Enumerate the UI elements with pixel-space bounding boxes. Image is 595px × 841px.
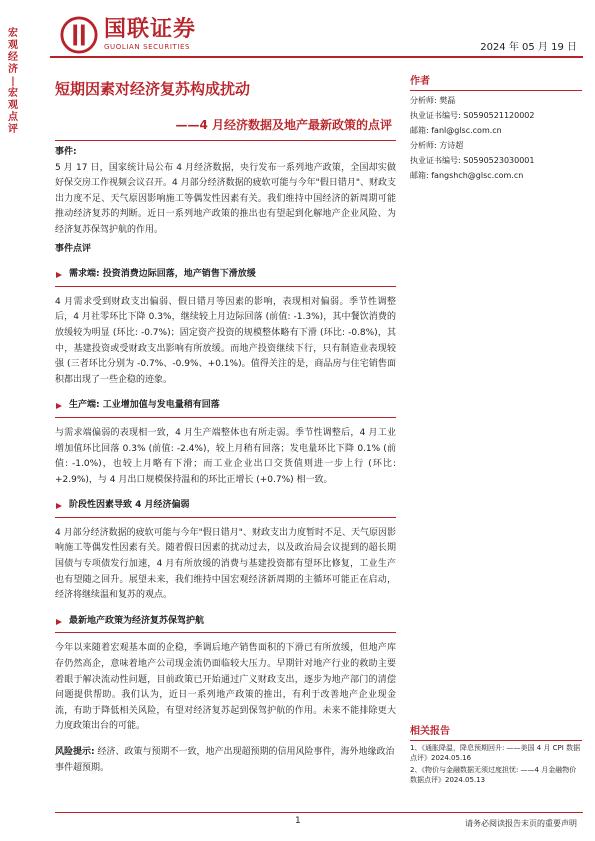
section-text: 4 月需求受到财政支出偏弱、假日错月等因素的影响，表现相对偏弱。季节性调整后，4 月社零环比下降 0.3%，继续较上月边际回落 (前值: -1.3%)，其中餐饮消费的放缓较为明显 (环比: -0.7%)；固定资产投资的规模整体略有下滑 (环比: -0.8%)，其中，基建投资或受财政支出影响有所放缓。而地产投资继续下行，只有制造业表现较强 (三者环比分别为 -0.7%、-0.9%、+0.1%)。值得关注的是，商品房与住宅销售面积都出现了一些企稳的迹象。: [55, 296, 396, 385]
review-label: 事件点评: [55, 243, 92, 254]
section-text: 与需求端偏弱的表现相一致，4 月生产端整体也有所走弱。季节性调整后，4 月工业增加值环比回落 0.3% (前值: -2.4%)，较上月稍有回落；发电量环比下降 0.1% (前值: -1.0%)，也较上月略有下滑；而工业企业出口交货值则进一步上行 (环比: +2.9%)，与 4 月出口规模保持温和的环比正增长 (+0.7%) 相一致。: [55, 427, 396, 485]
section-heading: [55, 498, 396, 514]
author-info: 分析师: 樊磊: [410, 96, 456, 105]
side-tab-char: 宏: [8, 28, 18, 39]
risk-label: 风险提示:: [55, 747, 95, 757]
logo-name-en: GUOLIAN SECURITIES: [104, 43, 191, 51]
related-report-item[interactable]: 1、《通胀降温，降息预期回升: ——美国 4 月 CPI 数据点评》2024.05.16: [410, 744, 581, 762]
header-divider: [50, 56, 583, 58]
section-arrow-icon: [55, 502, 63, 510]
author-panel: [410, 74, 582, 183]
author-info: 执业证书编号: S0590521120002: [410, 111, 535, 120]
event-text: 5 月 17 日，国家统计局公布 4 月经济数据，央行发布一系列地产政策，全国却实做好保交房工作视频会议召开。4 月部分经济数据的疲软可能与今年"假日错月"、财政支出力度不足、天气原因影响施工等偶发性因素有关。我们维持中国经济的新周期可能推动经济复苏的判断。近日一系列地产政策的推出也有望起到化解地产企业风险、为经济复苏保驾护航的作用。: [55, 162, 396, 235]
page-number: 1: [295, 816, 301, 826]
section-heading: [55, 267, 396, 283]
related-reports: [410, 725, 582, 785]
section-text: 4 月部分经济数据的疲软可能与今年"假日错月"、财政支出力度暂时不足、天气原因影响施工等偶发性因素有关。随着假日因素的扰动过去，以及政治局会议提到的超长期国债与专项债发行加速，4 月有所放缓的消费与基建投资都有望环比修复，工业生产也有望随之回升。展望未来，我们维持中国宏观经济新周期的主循环可能正在启动，经济将继续温和复苏的观点。: [55, 527, 396, 601]
footer-divider: [55, 812, 583, 813]
logo-name-cn: 国联证券: [104, 17, 197, 42]
logo-mark-icon: [60, 16, 98, 54]
event-label: 事件:: [55, 147, 77, 157]
footer-disclaimer: 请务必阅读报告末页的重要声明: [465, 819, 577, 828]
section-heading-text: 最新地产政策为经济复苏保驾护航: [69, 615, 205, 626]
author-rows: [410, 93, 582, 183]
side-tab-char: 观: [8, 40, 18, 51]
section-divider: [55, 517, 396, 518]
related-report-item[interactable]: 2、《物价与金融数据无须过度担忧: ——4 月金融物价数据点评》2024.05.13: [410, 766, 577, 784]
section-heading: [55, 614, 396, 630]
report-subtitle: ——4 月经济数据及地产最新政策的点评: [175, 118, 392, 132]
side-tab-char: 宏: [8, 88, 18, 99]
section-heading-text: 需求端: 投资消费边际回落，地产销售下滑放缓: [69, 269, 256, 280]
report-title: 短期因素对经济复苏构成扰动: [55, 80, 251, 98]
section-heading-text: 生产端: 工业增加值与发电量稍有回落: [69, 400, 220, 411]
author-heading: 作者: [410, 74, 582, 91]
section-divider: [55, 286, 396, 287]
section-divider: [55, 417, 396, 418]
section-text: 今年以来随着宏观基本面的企稳，季调后地产销售面积的下滑已有所放缓，但地产库存仍然高企，意味着地产公司现金流仍面临较大压力。早期针对地产行业的救助主要着眼于解决流动性问题，目前政策已开始通过广义财政支出，逐步为地产部门的清偿问题提供帮助。我们认为，近日一系列地产政策的推出，有利于改善地产企业现金流，有助于降低相关风险，有望对经济复苏起到保驾护航的作用。未来不能排除更大力度政策出台的可能。: [55, 643, 396, 732]
section-arrow-icon: [55, 402, 63, 410]
section-heading: [55, 398, 396, 414]
side-tab-char: 评: [8, 124, 18, 135]
side-tab-char: 济: [8, 64, 18, 75]
side-tab-char: |: [11, 76, 15, 87]
sections: [55, 267, 396, 735]
side-category-tab: [6, 28, 20, 136]
risk-text: 经济、政策与预期不一致，地产出现超预期的信用风险事件，海外地缘政治事件超预期。: [55, 747, 395, 773]
author-info: 分析师: 方诗超: [410, 141, 464, 150]
section-heading-text: 阶段性因素导致 4 月经济偏弱: [69, 500, 190, 511]
section-divider: [55, 632, 396, 633]
side-tab-char: 点: [8, 112, 18, 123]
report-date: 2024 年 05 月 19 日: [480, 42, 577, 53]
author-info: 执业证书编号: S0590523030001: [410, 156, 535, 165]
author-email[interactable]: 邮箱: fanl@glsc.com.cn: [410, 126, 502, 135]
title-divider: [55, 140, 396, 141]
author-email[interactable]: 邮箱: fangshch@glsc.com.cn: [410, 171, 524, 180]
section-arrow-icon: [55, 618, 63, 626]
main-column: [55, 140, 396, 776]
company-logo: [60, 16, 196, 54]
risk-block: [55, 745, 396, 776]
side-tab-char: 经: [8, 52, 18, 63]
section-arrow-icon: [55, 271, 63, 279]
side-tab-char: 观: [8, 100, 18, 111]
related-items: [410, 743, 582, 785]
related-heading: 相关报告: [410, 725, 582, 741]
